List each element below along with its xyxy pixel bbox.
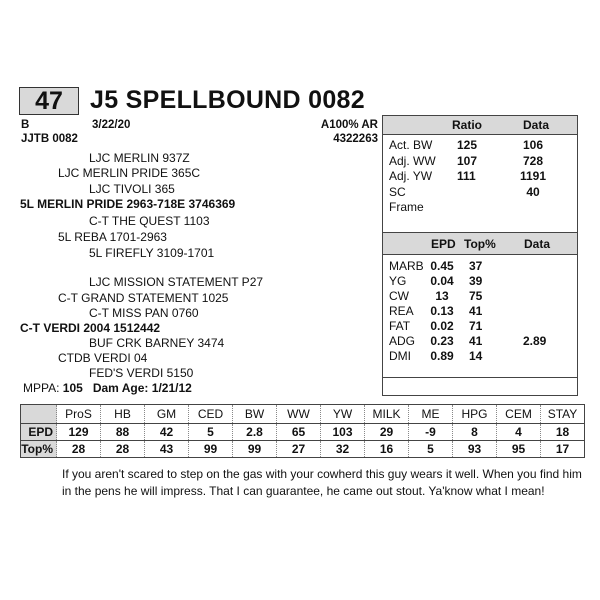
epd-table xyxy=(20,404,585,458)
animal-name: J5 SPELLBOUND 0082 xyxy=(90,86,365,114)
performance-row-adj-yw: Adj. YW 111 1191 xyxy=(389,169,547,183)
data-header: Data xyxy=(523,118,550,132)
performance-row-frame: Frame xyxy=(389,200,424,214)
registration-number: 4322263 xyxy=(333,133,378,145)
tattoo: JJTB 0082 xyxy=(21,133,78,145)
pedigree-sire-dam-sire: C-T THE QUEST 1103 xyxy=(89,214,210,228)
epd-header: EPD xyxy=(431,237,456,251)
epd-table-header-row: ProS HB GM CED BW WW YW MILK ME HPG CEM STAY xyxy=(21,405,585,424)
carcass-row-rea: REA 0.13 41 xyxy=(389,304,483,318)
birth-date: 3/22/20 xyxy=(92,119,131,131)
pedigree-dam-dam-sire: BUF CRK BARNEY 3474 xyxy=(89,336,225,350)
pedigree-sire-sire: LJC MERLIN PRIDE 365C xyxy=(58,166,201,180)
data-header: Data xyxy=(524,237,551,251)
pedigree-dam-dam: CTDB VERDI 04 xyxy=(58,351,148,365)
sex: B xyxy=(21,119,30,131)
epd-table-top-percent-row: Top% 28 28 43 99 99 27 32 16 5 93 95 17 xyxy=(21,441,585,458)
mppa-label: MPPA: xyxy=(23,381,60,395)
carcass-box xyxy=(382,232,578,396)
carcass-row-dmi: DMI 0.89 14 xyxy=(389,349,483,363)
pedigree-sire-sire-sire: LJC MERLIN 937Z xyxy=(89,151,190,165)
dam-age-value: 1/21/12 xyxy=(151,381,192,395)
carcass-row-cw: CW 13 75 xyxy=(389,289,483,303)
dam-age-label: Dam Age: xyxy=(92,381,149,395)
pedigree-dam-sire-dam: C-T MISS PAN 0760 xyxy=(89,306,199,320)
epd-table-epd-row: EPD 129 88 42 5 2.8 65 103 29 -9 8 4 18 xyxy=(21,424,585,441)
mppa-value: 105 xyxy=(62,381,83,395)
pedigree-sire-dam: 5L REBA 1701-2963 xyxy=(58,230,167,244)
breed-percentage: A100% AR xyxy=(320,119,378,131)
carcass-row-fat: FAT 0.02 71 xyxy=(389,319,483,333)
carcass-row-marb: MARB 0.45 37 xyxy=(389,259,483,273)
lot-number: 47 xyxy=(19,87,79,115)
pedigree-sire: 5L MERLIN PRIDE 2963-718E 3746369 xyxy=(20,197,236,211)
pedigree-dam: C-T VERDI 2004 1512442 xyxy=(20,321,161,335)
performance-row-sc: SC 40 xyxy=(389,184,540,199)
performance-row-adj-ww: Adj. WW 107 728 xyxy=(389,153,544,168)
carcass-row-adg: ADG 0.23 41 2.89 xyxy=(389,334,547,348)
empty-field-box xyxy=(382,377,578,396)
mppa-dam-age-line xyxy=(23,381,192,397)
performance-header xyxy=(383,116,577,135)
pedigree-dam-sire-sire: LJC MISSION STATEMENT P27 xyxy=(89,275,264,289)
top-percent-header: Top% xyxy=(464,237,496,251)
description-text: If you aren't scared to step on the gas with your cowherd this guy wears it well. When you find him in the pens he will impress. That I can guarantee, he came out stout. Ya'know what I mean! xyxy=(62,467,582,498)
performance-box xyxy=(382,115,578,233)
pedigree-sire-dam-dam: 5L FIREFLY 3109-1701 xyxy=(89,246,215,260)
pedigree-dam-dam-dam: FED'S VERDI 5150 xyxy=(89,366,194,380)
pedigree-sire-sire-dam: LJC TIVOLI 365 xyxy=(89,182,175,196)
pedigree-dam-sire: C-T GRAND STATEMENT 1025 xyxy=(58,291,229,305)
performance-row-act-bw: Act. BW 125 106 xyxy=(389,138,544,152)
ratio-header: Ratio xyxy=(452,118,482,132)
carcass-row-yg: YG 0.04 39 xyxy=(389,274,483,288)
carcass-header xyxy=(383,233,577,255)
